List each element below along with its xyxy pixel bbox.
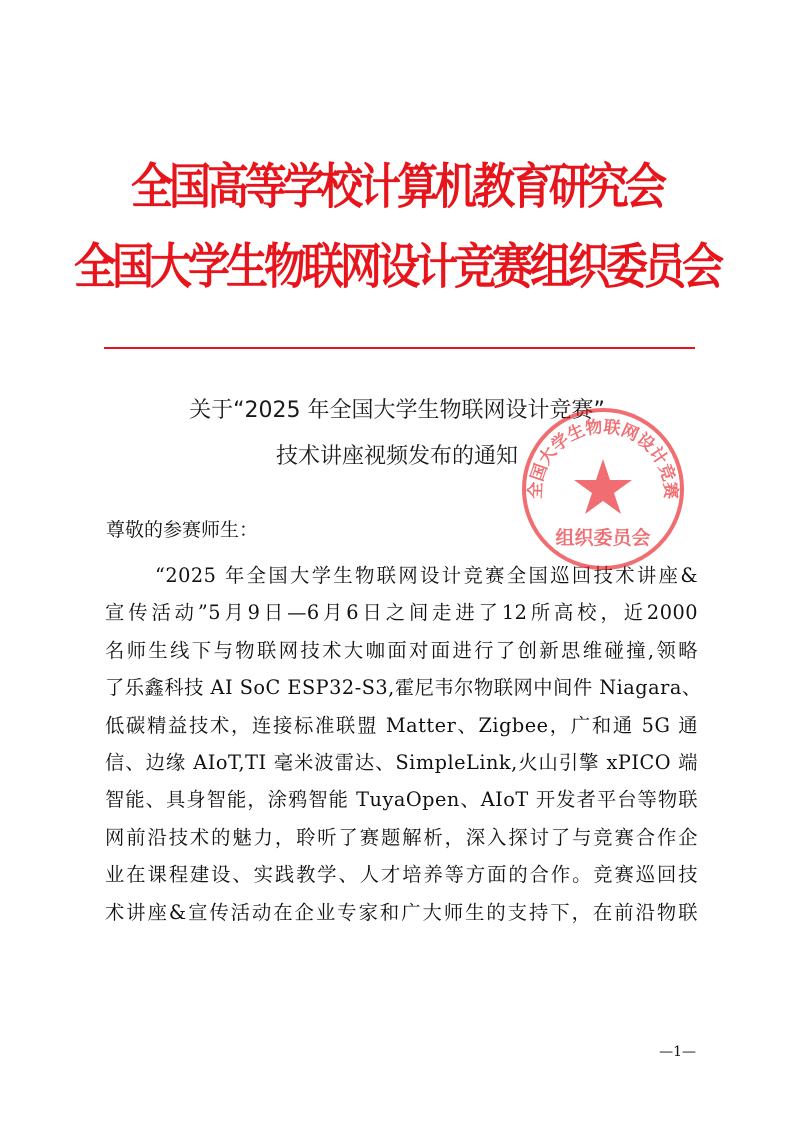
official-seal: [520, 406, 686, 572]
body-line: 术讲座&宣传活动在企业专家和广大师生的支持下，在前沿物联: [105, 900, 698, 924]
body-line: 低碳精益技术，连接标准联盟 Matter、Zigbee，广和通 5G 通: [105, 713, 698, 737]
seal-outer-text: 全国大学生物联网设计竞赛: [525, 417, 681, 500]
body-line: 网前沿技术的魅力，聆听了赛题解析，深入探讨了与竞赛合作企: [105, 825, 698, 849]
body-line: 信、边缘 AIoT,TI 毫米波雷达、SimpleLink,火山引擎 xPICO 端: [105, 750, 698, 774]
body-line: 了乐鑫科技 AI SoC ESP32-S3,霍尼韦尔物联网中间件 Niagara、: [105, 676, 702, 700]
organizer-line-1: 全国高等学校计算机教育研究会: [130, 158, 663, 215]
salutation: 尊敬的参赛师生：: [106, 519, 259, 541]
notice-title-line-2: 技术讲座视频发布的通知: [275, 444, 518, 469]
seal-inner-text: 组织委员会: [555, 527, 651, 549]
body-line: 智能、具身智能，涂鸦智能 TuyaOpen、AIoT 开发者平台等物联: [105, 788, 698, 812]
body-line: 业在课程建设、实践教学、人才培养等方面的合作。竞赛巡回技: [105, 863, 698, 887]
star-icon: [574, 459, 632, 514]
body-line: 宣传活动”5月9日—6月6日之间走进了12所高校，近2000: [105, 601, 698, 625]
body-paragraph: [105, 557, 702, 931]
body-line: 名师生线下与物联网技术大咖面对面进行了创新思维碰撞,领略: [105, 638, 698, 662]
header-divider: [104, 347, 695, 349]
page-number: —1—: [659, 1044, 696, 1060]
organizer-line-2: 全国大学生物联网设计竞赛组织委员会: [73, 238, 720, 295]
body-line: “2025 年全国大学生物联网设计竞赛全国巡回技术讲座&: [155, 564, 698, 587]
notice-title-line-1: 关于“2025 年全国大学生物联网设计竞赛”: [189, 398, 605, 423]
